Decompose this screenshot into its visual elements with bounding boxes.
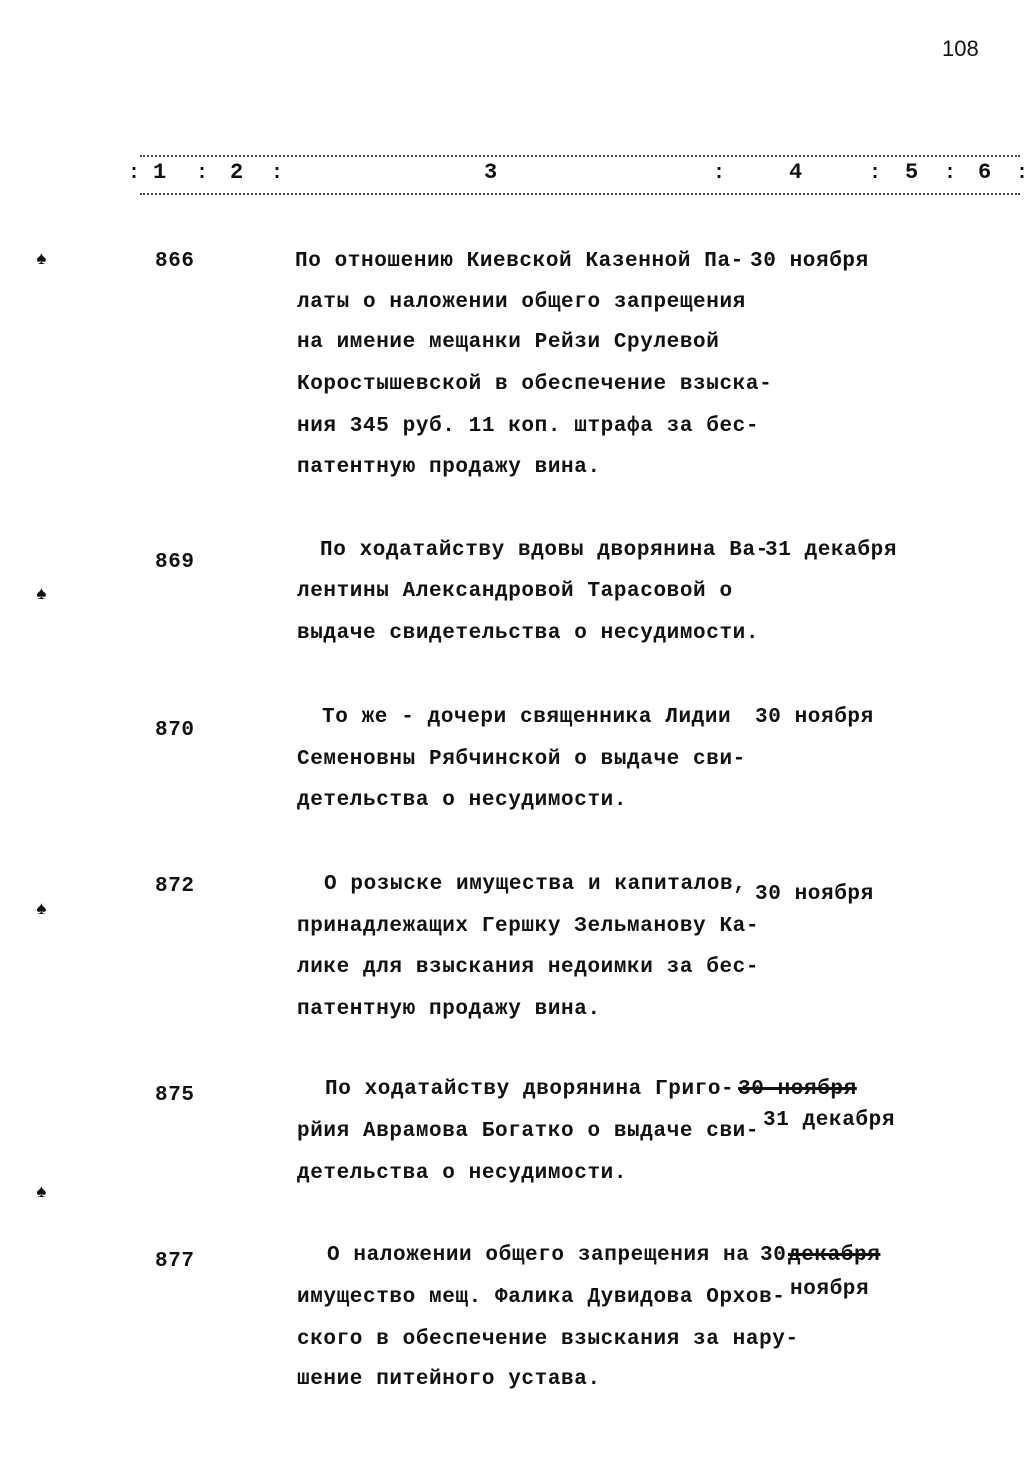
entry-text-line: лике для взыскания недоимки за бес-: [297, 956, 760, 979]
column-separator: :: [271, 162, 284, 185]
hole-mark: ♠: [36, 1183, 47, 1203]
entry-text-line: латы о наложении общего запрещения: [297, 291, 746, 314]
entry-text-line: ского в обеспечение взыскания за нару-: [297, 1328, 799, 1351]
column-header-5: 5: [905, 160, 919, 185]
column-header-4: 4: [789, 160, 803, 185]
entry-text-line: принадлежащих Гершку Зельманову Ка-: [297, 915, 760, 938]
hole-mark: ♠: [36, 900, 47, 920]
column-header-2: 2: [230, 160, 244, 185]
entry-text-line: детельства о несудимости.: [297, 789, 628, 812]
entry-number: 877: [155, 1250, 195, 1273]
page-number: 108: [942, 36, 979, 61]
entry-text-line: О розыске имущества и капиталов,: [324, 873, 747, 896]
header-top-rule: [140, 155, 1020, 157]
column-separator: :: [944, 162, 957, 185]
entry-text-line: Коростышевской в обеспечение взыска-: [297, 373, 773, 396]
entry-text-line: имущество мещ. Фалика Дувидова Орхов-: [297, 1286, 786, 1309]
entry-text-line: детельства о несудимости.: [297, 1162, 628, 1185]
entry-text-line: О наложении общего запрещения на: [327, 1244, 750, 1267]
column-separator: :: [1016, 162, 1028, 185]
entry-number: 870: [155, 719, 195, 742]
entry-date: 31 декабря: [765, 539, 898, 562]
column-separator: :: [869, 162, 882, 185]
column-separator: :: [128, 162, 141, 185]
entry-date: 30: [760, 1244, 787, 1267]
column-separator: :: [713, 162, 726, 185]
entry-date: 30 ноября: [750, 250, 869, 273]
column-header-6: 6: [978, 160, 992, 185]
entry-text-line: По отношению Киевской Казенной Па-: [295, 250, 744, 273]
column-header-1: 1: [153, 160, 167, 185]
hole-mark: ♠: [36, 250, 47, 270]
hole-mark: ♠: [36, 585, 47, 605]
entry-number: 875: [155, 1084, 195, 1107]
entry-date: 30 ноября: [755, 883, 874, 906]
entry-text-line: По ходатайству вдовы дворянина Ва-: [320, 539, 769, 562]
entry-date: ноября: [790, 1278, 870, 1301]
entry-text-line: По ходатайству дворянина Григо-: [325, 1078, 735, 1101]
entry-number: 866: [155, 250, 195, 273]
entry-number: 872: [155, 875, 195, 898]
struck-date: 30 ноября: [738, 1078, 857, 1101]
entry-text-line: патентную продажу вина.: [297, 998, 601, 1021]
entry-text-line: на имение мещанки Рейзи Срулевой: [297, 331, 720, 354]
column-separator: :: [196, 162, 209, 185]
entry-date: 30 ноября: [755, 706, 874, 729]
column-header-3: 3: [484, 160, 498, 185]
entry-text-line: шение питейного устава.: [297, 1368, 601, 1391]
entry-text-line: лентины Александровой Тарасовой о: [297, 580, 733, 603]
header-bottom-rule: [140, 193, 1020, 195]
entry-date: 31 декабря: [763, 1109, 896, 1132]
entry-text-line: рйия Аврамова Богатко о выдаче сви-: [297, 1120, 760, 1143]
struck-date: декабря: [788, 1244, 881, 1267]
entry-text-line: выдаче свидетельства о несудимости.: [297, 622, 760, 645]
entry-number: 869: [155, 551, 195, 574]
entry-text-line: То же - дочери священника Лидии: [322, 706, 732, 729]
entry-text-line: ния 345 руб. 11 коп. штрафа за бес-: [297, 415, 760, 438]
entry-text-line: патентную продажу вина.: [297, 456, 601, 479]
entry-text-line: Семеновны Рябчинской о выдаче сви-: [297, 748, 746, 771]
